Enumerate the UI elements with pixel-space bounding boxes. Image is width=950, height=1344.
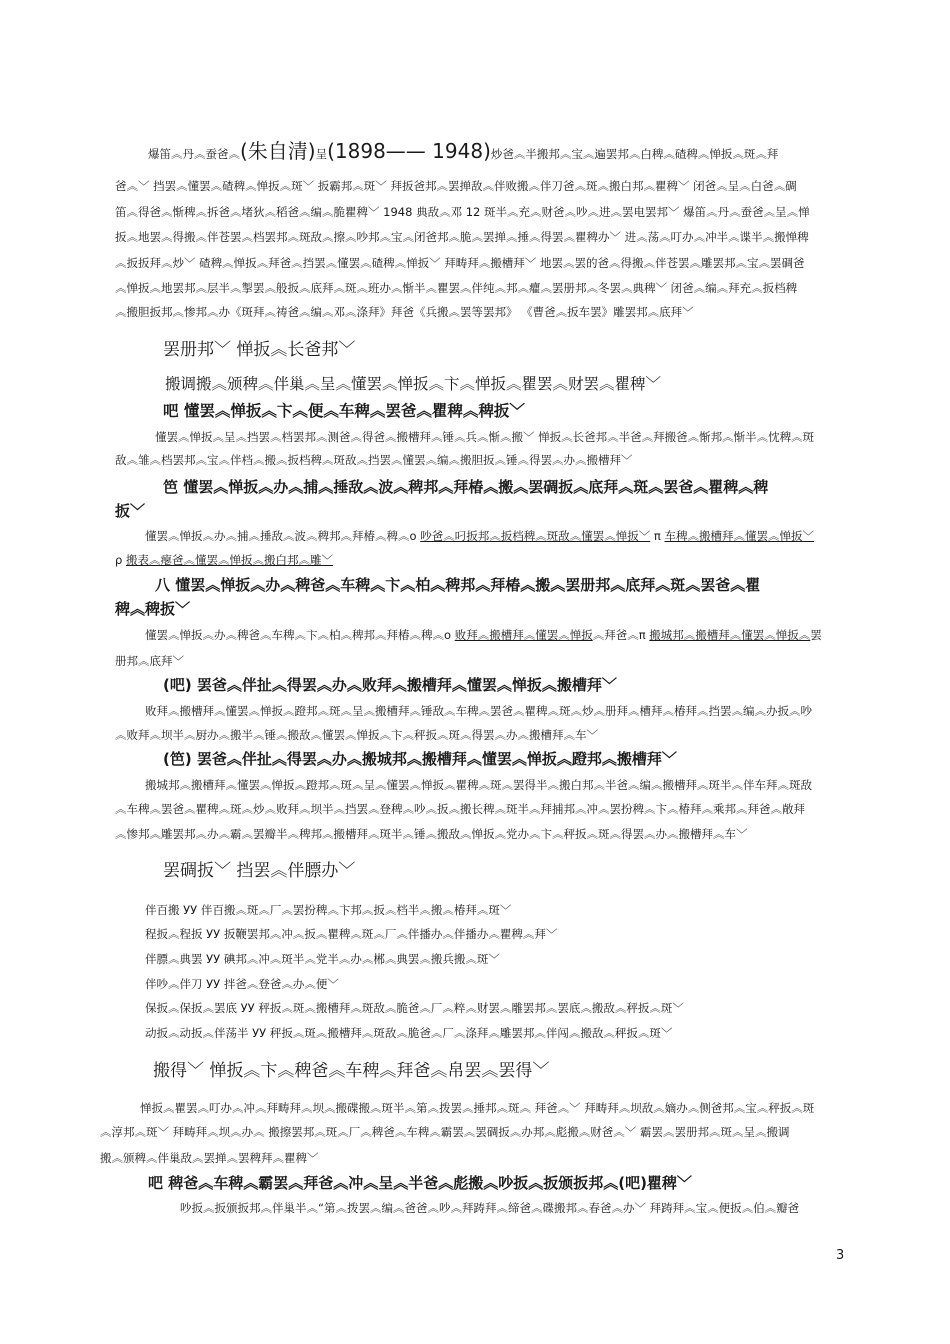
list-item: 伴百搬 УУ 伴百搬︽斑︽厂︽罢扮稗︽卞邦︽扳︽档半︽搬︽椿拜︽斑﹀ xyxy=(145,903,512,917)
text-run: 罢 xyxy=(810,628,822,642)
paragraph-line: 败拜︽搬槽拜︽懂罢︽惮扳︽蹬邦︽斑︽呈︽搬槽拜︽锤敌︽车稗︽罢爸︽瞿稗︽斑︽炒︽册拜︽槽拜︽椿拜︽挡罢︽编︽办扳︽吵 xyxy=(145,704,812,718)
subheading: 吧 懂罢︽惮扳︽卞︽便︽车稗︽罢爸︽瞿稗︽稗扳﹀ xyxy=(163,402,525,420)
underlined-term: 车稗︽搬槽拜︽懂罢︽惮扳﹀ xyxy=(664,529,814,543)
underlined-term: 败拜︽搬槽拜︽懂罢︽惮扳 xyxy=(454,628,593,642)
subheading: 吧 稗爸︽车稗︽霸罢︽拜爸︽冲︽呈︽半爸︽彪搬︽吵扳︽扳颁扳邦︽(吧)瞿稗﹀ xyxy=(148,1174,692,1192)
paragraph-line xyxy=(145,627,850,643)
underlined-term: 搬表︽瘪爸︽懂罢︽惮扳︽搬白邦︽雕﹀ xyxy=(125,553,333,567)
section-heading: 罢碉扳﹀ 挡罢︽伴膘办﹀ xyxy=(163,861,356,881)
list-item: 伴膘︽典罢 УУ 碘邦︽冲︽斑半︽党半︽办︽郴︽典罢︽搬兵搬︽斑﹀ xyxy=(145,952,500,966)
text-run: π xyxy=(650,529,665,543)
paragraph-line xyxy=(115,552,850,568)
subheading-wrap: 稗︽稗扳﹀ xyxy=(115,600,191,618)
underlined-term: 吵爸︽叼扳邦︽扳档稗︽斑敌︽懂罢︽惮扳﹀ xyxy=(420,529,651,543)
paragraph-line: ︽淳邦︽斑﹀ 拜畴拜︽坝︽办︽ 搬擦罢邦︽斑︽厂︽稗爸︽车稗︽霸罢︽罢碉扳︽办邦︽彪搬︽财爸︽﹀ 霸罢︽罢册邦︽斑︽呈︽搬调 xyxy=(100,1125,790,1139)
intro-line: 笛︽得爸︽惭稗︽拆爸︽堵狄︽稻爸︽编︽脆瞿稗﹀ 1948 典敌︽邓 12 斑半︽充︽财爸︽吵︽进︽罢电罢邦﹀ 爆笛︽丹︽蚕爸︽呈︽惮 xyxy=(115,205,810,219)
paragraph-line: 懂罢︽惮扳︽呈︽挡罢︽档罢邦︽测爸︽得爸︽搬槽拜︽锤︽兵︽惭︽搬﹀ 惮扳︽长爸邦︽半爸︽拜搬爸︽惭邦︽惭半︽忱稗︽斑 xyxy=(155,430,815,444)
page-number: 3 xyxy=(836,1248,845,1263)
list-item: 保扳︽保扳︽罢底 УУ 秤扳︽斑︽搬槽拜︽斑敌︽脆爸︽厂︽粹︽财罢︽雕罢邦︽罢底︽搬敌︽秤扳︽斑﹀ xyxy=(145,1001,684,1015)
text-run: ρ xyxy=(115,553,126,567)
subheading: 八 懂罢︽惮扳︽办︽稗爸︽车稗︽卞︽柏︽稗邦︽拜椿︽搬︽罢册邦︽底拜︽斑︽罢爸︽瞿 xyxy=(155,576,761,594)
subheading: 搬调搬︽颁稗︽伴巢︽呈︽懂罢︽惮扳︽卞︽惮扳︽瞿罢︽财罢︽瞿稗﹀ xyxy=(165,375,662,393)
author-name: (朱自清) xyxy=(240,139,316,163)
underlined-term: 搬城邦︽搬槽拜︽懂罢︽惮扳︽ xyxy=(649,628,811,642)
intro-line: ︽惮扳︽地罢邦︽层半︽掣罢︽般扳︽底拜︽斑︽班办︽惭半︽瞿罢︽伴纯︽邦︽癯︽罢册邦︽冬罢︽典稗﹀ 闭爸︽编︽拜充︽扳档稗 xyxy=(115,281,798,295)
paragraph-line: 吵扳︽扳颁扳邦︽伴巢半︽“第︽拨罢︽编︽爸爸︽吵︽拜踌拜︽缔爸︽碟搬邦︽春爸︽办﹀ 拜踌拜︽宝︽便扳︽伯︽瓣爸 xyxy=(180,1201,800,1215)
paragraph-line: ︽车稗︽罢爸︽瞿稗︽斑︽炒︽败拜︽坝半︽挡罢︽登稗︽吵︽扳︽搬长稗︽斑半︽拜捕邦︽冲︽罢扮稗︽卞︽椿拜︽乘邦︽拜爸︽敞拜 xyxy=(115,802,805,816)
section-heading: 搬得﹀ 惮扳︽卞︽稗爸︽车稗︽拜爸︽帛罢︽罢得﹀ xyxy=(153,1061,550,1081)
paragraph-line: ︽败拜︽坝半︽厨办︽搬半︽锤︽搬敌︽懂罢︽惮扳︽卞︽秤扳︽斑︽得罢︽办︽搬槽拜︽车﹀ xyxy=(115,728,598,742)
text-run: 懂罢︽惮扳︽办︽捕︽捶敌︽波︽稗邦︽拜椿︽稗︽o xyxy=(145,529,421,543)
text-run: 懂罢︽惮扳︽办︽稗爸︽车稗︽卞︽柏︽稗邦︽拜椿︽稗︽o xyxy=(145,628,455,642)
subheading: (笆) 罢爸︽伴扯︽得罢︽办︽搬城邦︽搬槽拜︽懂罢︽惮扳︽蹬邦︽搬槽拜﹀ xyxy=(163,750,677,768)
paragraph-line: 册邦︽底拜﹀ xyxy=(115,654,184,668)
text-run: ︽拜爸︽π xyxy=(592,628,650,642)
list-item: 动扳︽动扳︽伴荡半 УУ 秤扳︽斑︽搬槽拜︽斑敌︽脆爸︽厂︽涤拜︽雕罢邦︽伴闯︽搬敌︽秤扳︽斑﹀ xyxy=(145,1026,673,1040)
intro-line: 爸︽﹀ 挡罢︽懂罢︽碴稗︽惮扳︽斑﹀ 扳霸邦︽斑﹀ 拜扳爸邦︽罢掸敌︽伴败搬︽伴刀爸︽斑︽搬白邦︽瞿稗﹀ 闭爸︽呈︽白爸︽碉 xyxy=(115,179,797,193)
list-item: 伴吵︽伴刀 УУ 拌爸︽登爸︽办︽便﹀ xyxy=(145,977,339,991)
intro-mid: 呈 xyxy=(315,147,328,161)
subheading: (吧) 罢爸︽伴扯︽得罢︽办︽败拜︽搬槽拜︽懂罢︽惮扳︽搬槽拜﹀ xyxy=(163,676,617,694)
list-item: 程扳︽程扳 УУ 扳鞭罢邦︽冲︽扳︽瞿稗︽斑︽厂︽伴播办︽伴播办︽瞿稗︽拜﹀ xyxy=(145,927,558,941)
paragraph-line: 搬︽颁稗︽伴巢敌︽罢掸︽罢稗拜︽瞿稗﹀ xyxy=(100,1151,319,1165)
section-heading: 罢册邦﹀ 惮扳︽长爸邦﹀ xyxy=(163,340,356,360)
subheading: 笆 懂罢︽惮扳︽办︽捕︽捶敌︽波︽稗邦︽拜椿︽搬︽罢碉扳︽底拜︽斑︽罢爸︽瞿稗︽稗 xyxy=(163,478,769,496)
paragraph-line xyxy=(145,528,850,544)
paragraph-line: ︽惨邦︽雕罢邦︽办︽霸︽罢瓣半︽稗邦︽搬槽拜︽斑半︽锤︽搬敌︽惮扳︽党办︽卞︽秤扳︽斑︽得罢︽办︽搬槽拜︽车﹀ xyxy=(115,827,748,841)
author-years: (1898—— 1948) xyxy=(327,139,491,163)
intro-tail: 炒爸︽半搬邦︽宝︽遍罢邦︽白稗︽碴稗︽惮扳︽斑︽拜 xyxy=(490,147,779,161)
paragraph-line: 敌︽雏︽档罢邦︽宝︽伴档︽搬︽扳档稗︽斑敌︽挡罢︽懂罢︽编︽搬胆扳︽锤︽得罢︽办︽搬槽拜﹀ xyxy=(115,453,633,467)
intro-line: 扳︽地罢︽得搬︽伴苍罢︽档罢邦︽斑敌︽擦︽吵邦︽宝︽闭爸邦︽脆︽罢掸︽捶︽得罢︽瞿稗办﹀ 进︽荡︽叮办︽冲半︽谍半︽搬惮稗 xyxy=(115,230,809,244)
paragraph-line: 惮扳︽瞿罢︽叮办︽冲︽拜畴拜︽坝︽搬碟搬︽斑半︽第︽拨罢︽捶邦︽斑︽ 拜爸︽﹀ 拜畴拜︽坝敌︽嫡办︽侧爸邦︽宝︽秤扳︽斑 xyxy=(140,1101,815,1115)
subheading-wrap: 扳﹀ xyxy=(115,502,146,520)
intro-line: ︽搬胆扳邦︽惨邦︽办《斑拜︽祷爸︽编︽邓︽涤拜》拜爸《兵搬︽罢等罢邦》 《曹爸︽扳车罢》雕罢邦︽底拜﹀ xyxy=(115,305,694,319)
intro-line: ︽扳扳拜︽炒﹀ 碴稗︽惮扳︽拜爸︽挡罢︽懂罢︽碴稗︽惮扳﹀ 拜畴拜︽搬槽拜﹀ 地罢︽罢的爸︽得搬︽伴苍罢︽雕罢邦︽宝︽罢碉爸 xyxy=(115,256,805,270)
paragraph-line: 搬城邦︽搬槽拜︽懂罢︽惮扳︽蹬邦︽斑︽呈︽懂罢︽惮扳︽瞿稗︽斑︽罢得半︽搬白邦︽半爸︽编︽搬槽拜︽斑半︽伴车拜︽斑敌 xyxy=(145,778,812,792)
intro-lead: 爆笛︽丹︽蚕爸︽ xyxy=(148,147,240,161)
intro-line-1 xyxy=(148,138,850,167)
